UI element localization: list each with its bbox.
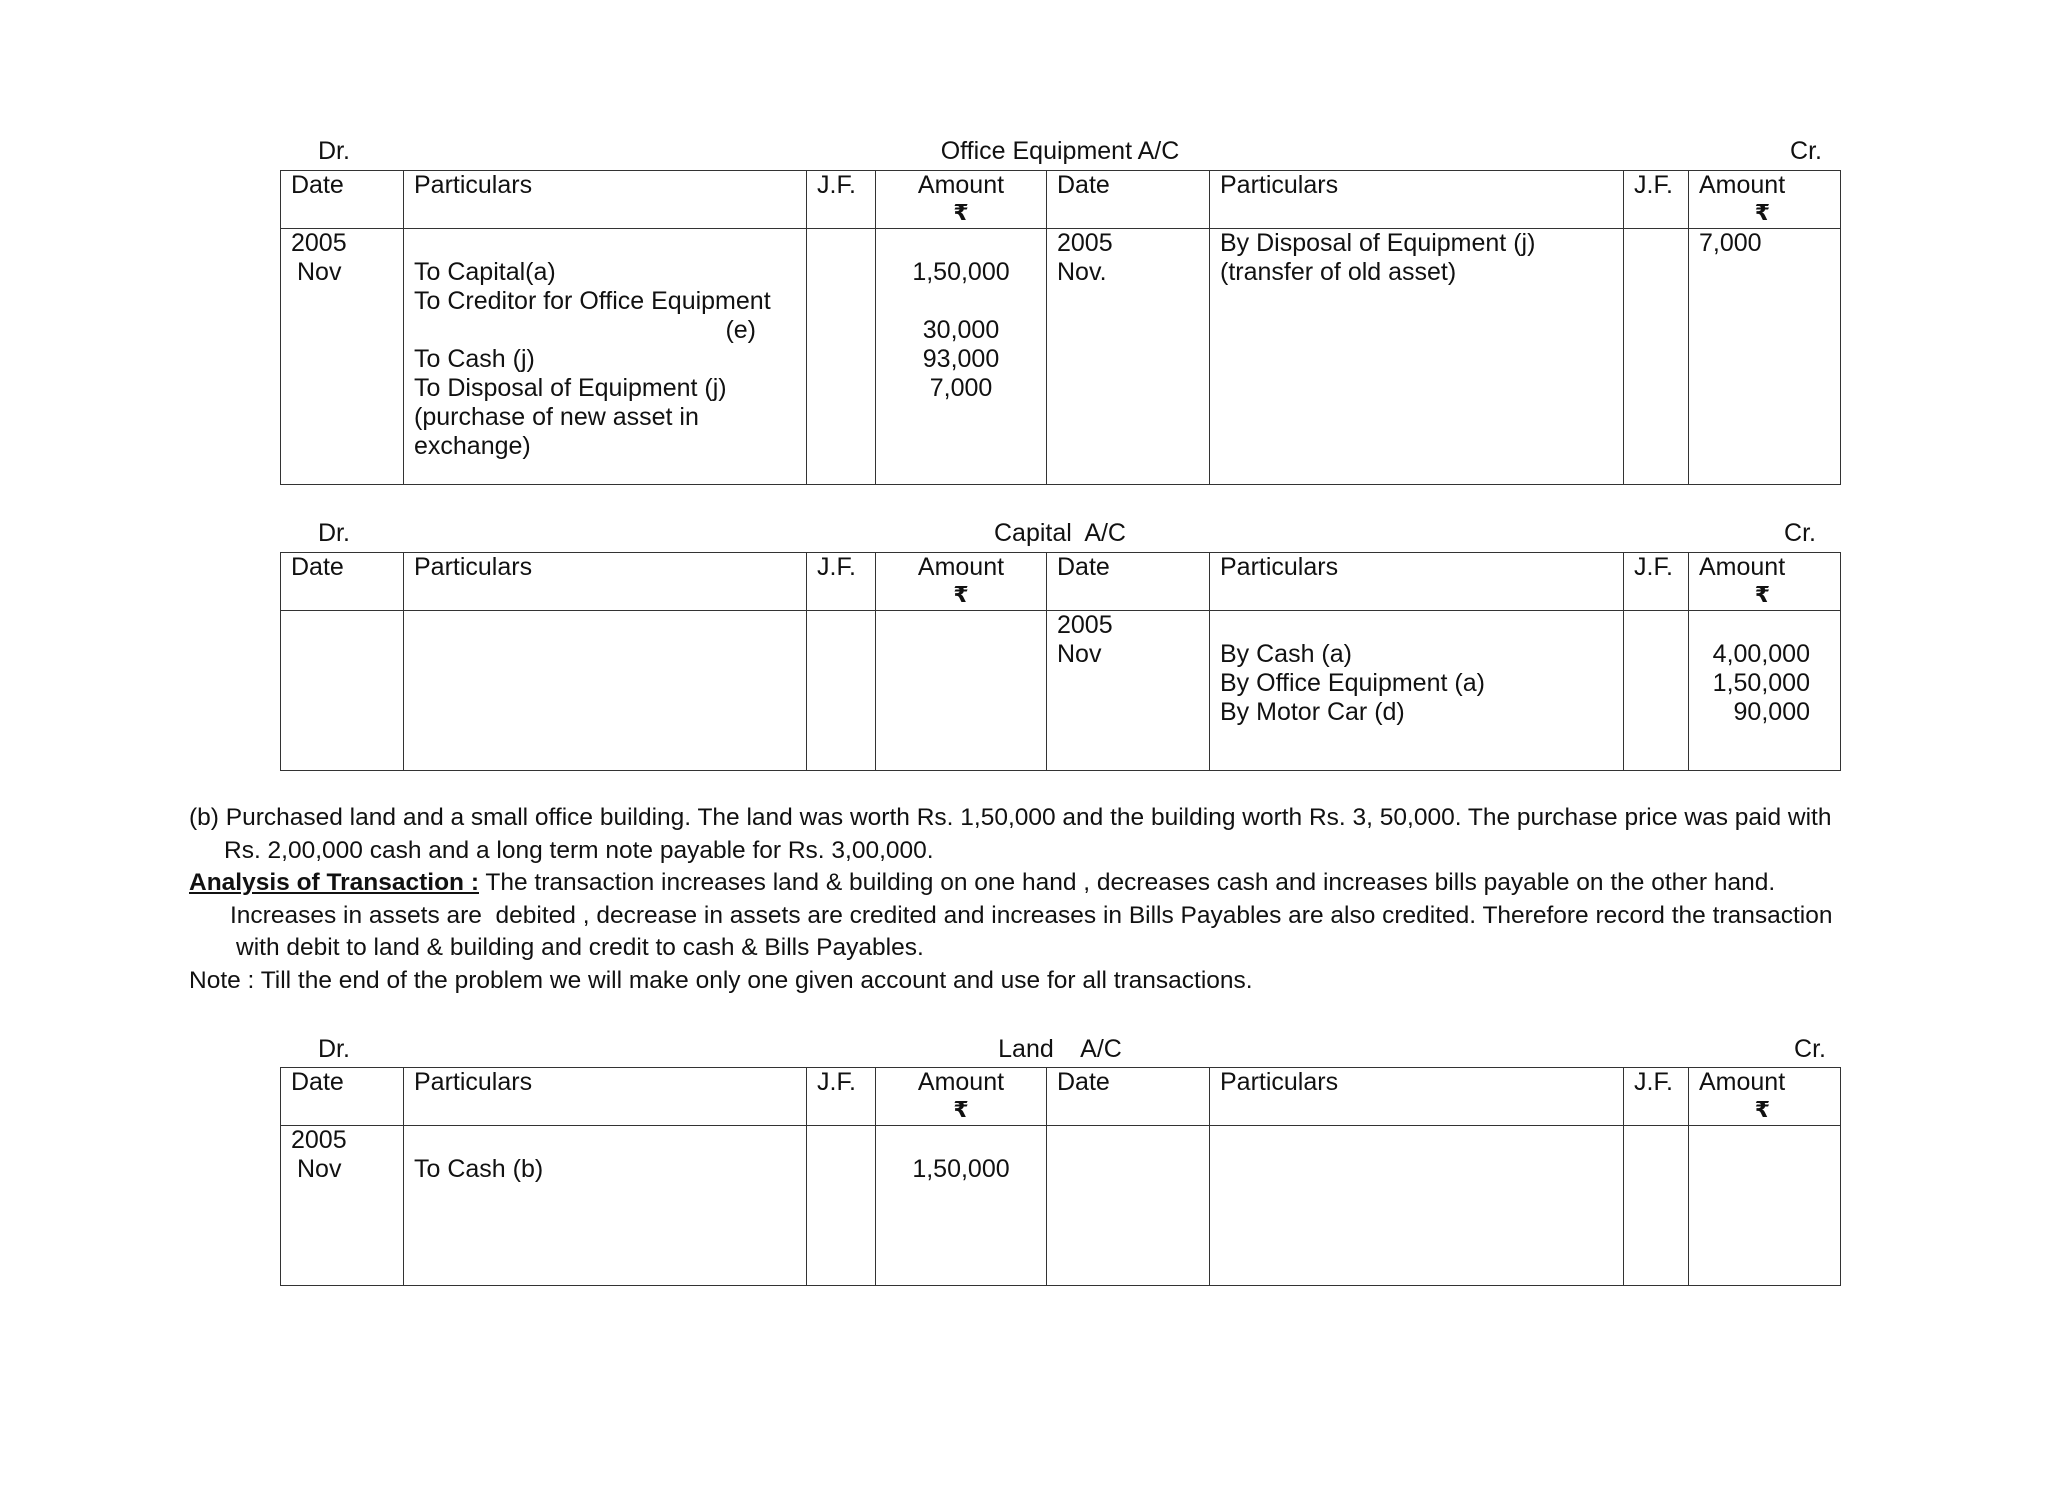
col-amount (876, 171, 1047, 229)
credit-amounts (1689, 1126, 1841, 1286)
col-date: Date (1047, 553, 1210, 611)
text-line: with debit to land & building and credit to cash & Bills Payables. (236, 934, 924, 961)
credit-date (1047, 611, 1210, 771)
date-month: Nov (297, 258, 342, 286)
rupee-icon: ₹ (953, 582, 969, 607)
credit-jf (1624, 611, 1689, 771)
particular-line: To Creditor for Office Equipment (414, 287, 771, 315)
col-particulars: Particulars (404, 171, 807, 229)
amount-value (886, 229, 1036, 258)
date-year: 2005 (291, 229, 347, 257)
debit-particulars (404, 1126, 807, 1286)
dr-label: Dr. (318, 137, 350, 165)
amount-value: 1,50,000 (912, 1155, 1010, 1183)
date-year: 2005 (1057, 229, 1113, 257)
credit-date (1047, 229, 1210, 485)
rupee-icon: ₹ (1754, 1097, 1770, 1122)
amount-value: 90,000 (1733, 698, 1810, 726)
account-title: Capital A/C (993, 519, 1126, 547)
cr-label: Cr. (1790, 137, 1822, 165)
credit-particulars (1210, 1126, 1624, 1286)
table-row (281, 229, 1841, 485)
office-equipment-header (280, 137, 1840, 169)
amount-label: Amount (917, 171, 1005, 199)
amount-label: Amount (917, 1068, 1005, 1096)
col-date: Date (1047, 1068, 1210, 1126)
col-date: Date (1047, 171, 1210, 229)
particular-line (414, 229, 796, 258)
particular-line: By Office Equipment (a) (1220, 669, 1485, 697)
date-month: Nov. (1057, 258, 1107, 286)
credit-amounts (1689, 229, 1841, 485)
debit-amounts (876, 1126, 1047, 1286)
text-line: (b) Purchased land and a small office building. The land was worth Rs. 1,50,000 and the building worth Rs. 3, 50,000. The purchase price was paid with (189, 804, 1832, 831)
credit-jf (1624, 229, 1689, 485)
col-particulars: Particulars (1210, 1068, 1624, 1126)
col-particulars: Particulars (1210, 171, 1624, 229)
cr-label: Cr. (1784, 519, 1816, 547)
debit-date (281, 1126, 404, 1286)
amount-value: 1,50,000 (912, 258, 1010, 286)
note-line: Note : Till the end of the problem we will make only one given account and use for all transactions. (189, 966, 1253, 994)
debit-particulars (404, 229, 807, 485)
particular-line: exchange) (414, 432, 531, 460)
particular-line: By Motor Car (d) (1220, 698, 1405, 726)
credit-particulars (1210, 229, 1624, 485)
debit-amounts (876, 229, 1047, 485)
amount-value: 4,00,000 (1712, 640, 1810, 668)
land-header (280, 1035, 1840, 1067)
col-date: Date (281, 553, 404, 611)
rupee-icon: ₹ (953, 200, 969, 225)
text-line: Increases in assets are debited , decrease in assets are credited and increases in Bills Payables are also credited. Therefore record the transaction (230, 901, 1833, 929)
text-line: Rs. 2,00,000 cash and a long term note payable for Rs. 3,00,000. (224, 836, 934, 864)
particular-line (1220, 611, 1613, 640)
amount-value: 7,000 (929, 374, 993, 402)
particular-line: By Cash (a) (1220, 640, 1352, 668)
amount-value: 93,000 (922, 345, 1000, 373)
col-amount (1689, 553, 1841, 611)
col-amount (876, 553, 1047, 611)
date-month: Nov (1057, 640, 1102, 668)
date-year: 2005 (1057, 611, 1113, 639)
particular-line: (purchase of new asset in (414, 403, 699, 431)
account-title: Land A/C (998, 1035, 1122, 1063)
capital-ledger (280, 552, 1841, 771)
table-row (281, 1126, 1841, 1286)
credit-particulars (1210, 611, 1624, 771)
col-amount (1689, 171, 1841, 229)
amount-value (886, 1126, 1036, 1155)
particular-line: By Disposal of Equipment (j) (1220, 229, 1536, 257)
debit-date (281, 611, 404, 771)
table-row (281, 611, 1841, 771)
office-equipment-ledger (280, 170, 1841, 485)
col-particulars: Particulars (404, 1068, 807, 1126)
col-jf: J.F. (807, 171, 876, 229)
ledger-header-row (281, 1068, 1841, 1126)
particular-line: (e) (725, 316, 756, 344)
amount-label: Amount (1699, 553, 1786, 581)
col-date: Date (281, 171, 404, 229)
particular-line (414, 1126, 796, 1155)
capital-header (280, 519, 1840, 551)
debit-amounts (876, 611, 1047, 771)
col-amount (876, 1068, 1047, 1126)
credit-amounts (1689, 611, 1841, 771)
col-date: Date (281, 1068, 404, 1126)
col-particulars: Particulars (1210, 553, 1624, 611)
col-jf: J.F. (1624, 553, 1689, 611)
amount-value: 1,50,000 (1712, 669, 1810, 697)
amount-label: Amount (917, 553, 1005, 581)
amount-label: Amount (1699, 1068, 1786, 1096)
debit-jf (807, 1126, 876, 1286)
analysis-label: Analysis of Transaction : (189, 869, 479, 896)
amount-value (886, 287, 1036, 316)
rupee-icon: ₹ (1754, 582, 1770, 607)
analysis-line (189, 867, 1889, 900)
land-ledger (280, 1067, 1841, 1286)
date-month: Nov (297, 1155, 342, 1183)
particular-line: To Capital(a) (414, 258, 556, 286)
col-jf: J.F. (807, 553, 876, 611)
debit-jf (807, 229, 876, 485)
particular-line: To Cash (b) (414, 1155, 544, 1183)
debit-date (281, 229, 404, 485)
col-jf: J.F. (1624, 171, 1689, 229)
col-jf: J.F. (807, 1068, 876, 1126)
ledger-header-row (281, 553, 1841, 611)
dr-label: Dr. (318, 519, 350, 547)
amount-value: 30,000 (922, 316, 1000, 344)
particular-line: To Cash (j) (414, 345, 535, 373)
credit-jf (1624, 1126, 1689, 1286)
debit-particulars (404, 611, 807, 771)
text-fragment: The transaction increases land & building on one hand , decreases cash and increases bills payable on the other hand. (479, 869, 1776, 896)
amount-label: Amount (1699, 171, 1786, 199)
account-title: Office Equipment A/C (940, 137, 1180, 165)
transaction-description (189, 802, 1889, 997)
cr-label: Cr. (1794, 1035, 1826, 1063)
ledger-header-row (281, 171, 1841, 229)
amount-value: 7,000 (1699, 229, 1762, 257)
col-jf: J.F. (1624, 1068, 1689, 1126)
date-year: 2005 (291, 1126, 347, 1154)
col-amount (1689, 1068, 1841, 1126)
col-particulars: Particulars (404, 553, 807, 611)
particular-line: (transfer of old asset) (1220, 258, 1457, 286)
dr-label: Dr. (318, 1035, 350, 1063)
rupee-icon: ₹ (1754, 200, 1770, 225)
particular-line: To Disposal of Equipment (j) (414, 374, 727, 402)
rupee-icon: ₹ (953, 1097, 969, 1122)
debit-jf (807, 611, 876, 771)
credit-date (1047, 1126, 1210, 1286)
amount-value (1699, 611, 1830, 640)
